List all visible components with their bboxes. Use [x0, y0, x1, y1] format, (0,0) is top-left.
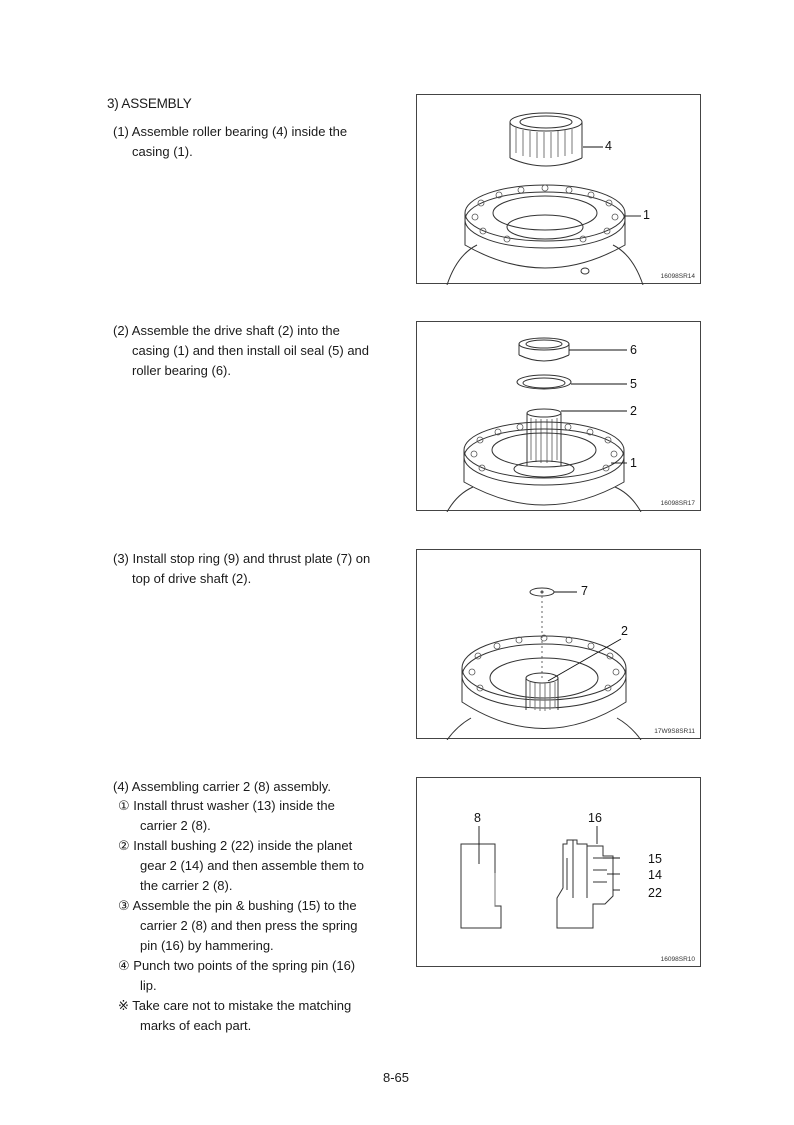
- figure-4-label-16: 16: [588, 811, 602, 825]
- step-2-text: [113, 321, 378, 381]
- figure-3-drawing: [417, 550, 702, 740]
- figure-3-label-7: 7: [581, 584, 588, 598]
- substep-2-line-2: gear 2 (14) and then assemble them to: [140, 858, 365, 873]
- step-2-line-3: roller bearing (6).: [132, 363, 231, 378]
- substep-1: [118, 796, 378, 836]
- substep-1-line-2: carrier 2 (8).: [140, 818, 211, 833]
- substep-3-mark: ③: [118, 898, 130, 913]
- figure-2-label-5: 5: [630, 377, 637, 391]
- substep-4-line-2: lip.: [140, 978, 157, 993]
- figure-2-label-2: 2: [630, 404, 637, 418]
- substep-3-line-3: pin (16) by hammering.: [140, 938, 274, 953]
- substep-1-mark: ①: [118, 798, 130, 813]
- figure-2-label-6: 6: [630, 343, 637, 357]
- substep-4-line-1: Punch two points of the spring pin (16): [133, 958, 356, 973]
- step-1-line-1: (1) Assemble roller bearing (4) inside the: [113, 124, 348, 139]
- substep-4-mark: ④: [118, 958, 130, 973]
- note-line-2: marks of each part.: [140, 1018, 252, 1033]
- substep-note: [118, 996, 378, 1036]
- note-mark: ※: [118, 998, 129, 1013]
- figure-4-label-22: 22: [648, 886, 662, 900]
- figure-1-code: 16098SR14: [660, 273, 695, 280]
- step-4-text: [113, 777, 378, 797]
- step-2-line-2: casing (1) and then install oil seal (5) and: [132, 343, 370, 358]
- figure-3: [416, 549, 701, 739]
- substep-list: [118, 796, 378, 1036]
- substep-2-mark: ②: [118, 838, 130, 853]
- figure-4: [416, 777, 701, 967]
- figure-4-code: 16098SR10: [660, 956, 695, 963]
- figure-1-label-4: 4: [605, 139, 612, 153]
- figure-2: [416, 321, 701, 511]
- substep-2-line-1: Install bushing 2 (22) inside the planet: [133, 838, 353, 853]
- figure-2-drawing: [417, 322, 702, 512]
- figure-4-label-8: 8: [474, 811, 481, 825]
- step-3-text: [113, 549, 378, 589]
- figure-1-drawing: [417, 95, 702, 285]
- substep-3-line-2: carrier 2 (8) and then press the spring: [140, 918, 358, 933]
- figure-1-label-1: 1: [643, 208, 650, 222]
- step-3-line-2: top of drive shaft (2).: [132, 571, 252, 586]
- section-title: 3) ASSEMBLY: [107, 96, 192, 111]
- substep-2: [118, 836, 378, 896]
- figure-2-code: 16098SR17: [660, 500, 695, 507]
- step-3-line-1: (3) Install stop ring (9) and thrust plate (7) on: [113, 551, 371, 566]
- step-2-line-1: (2) Assemble the drive shaft (2) into the: [113, 323, 340, 338]
- substep-2-line-3: the carrier 2 (8).: [140, 878, 233, 893]
- figure-1: [416, 94, 701, 284]
- figure-3-label-2: 2: [621, 624, 628, 638]
- substep-3-line-1: Assemble the pin & bushing (15) to the: [132, 898, 357, 913]
- step-1-line-2: casing (1).: [132, 144, 193, 159]
- step-1-text: [113, 122, 378, 162]
- step-4-line-1: (4) Assembling carrier 2 (8) assembly.: [113, 779, 331, 794]
- figure-4-label-14: 14: [648, 868, 662, 882]
- page-number: 8-65: [383, 1070, 410, 1085]
- note-line-1: Take care not to mistake the matching: [132, 998, 352, 1013]
- figure-2-label-1: 1: [630, 456, 637, 470]
- substep-4: [118, 956, 378, 996]
- substep-3: [118, 896, 378, 956]
- figure-3-code: 17W9S8SR11: [654, 728, 695, 735]
- substep-1-line-1: Install thrust washer (13) inside the: [133, 798, 335, 813]
- figure-4-label-15: 15: [648, 852, 662, 866]
